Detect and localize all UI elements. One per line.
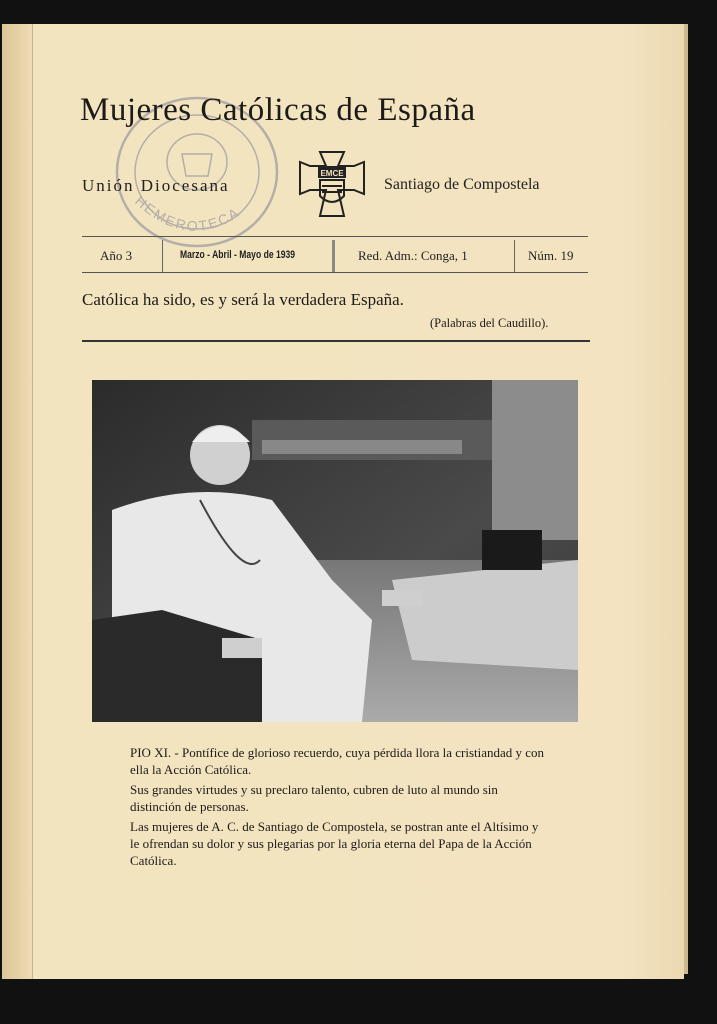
caption-paragraph-2: Sus grandes virtudes y su preclaro talento, cubren de luto al mundo sin distinción de personas. <box>130 782 498 814</box>
caption-paragraph-3: Las mujeres de A. C. de Santiago de Compostela, se postran ante el Altísimo y le ofrendan su dolor y sus plegarias por la gloria eterna del Papa de la Acción Católica. <box>130 819 539 868</box>
previous-page-edge <box>2 24 33 979</box>
motto-text: Católica ha sido, es y será la verdadera España. <box>82 290 404 309</box>
issue-info-row <box>82 240 588 272</box>
info-divider <box>332 240 335 272</box>
union-label: Unión Diocesana <box>82 176 230 195</box>
emblem-text: EMCE <box>320 169 344 178</box>
info-divider <box>514 240 515 272</box>
page-right-edge <box>684 24 688 974</box>
cross-emblem-icon <box>298 150 366 220</box>
city-label: Santiago de Compostela <box>384 176 540 193</box>
pope-photograph <box>92 380 578 722</box>
issue-dates: Marzo - Abril - Mayo de 1939 <box>180 249 296 261</box>
magazine-title: Mujeres Católicas de España <box>80 92 476 128</box>
issue-address: Red. Adm.: Conga, 1 <box>358 248 468 263</box>
issue-number: Núm. 19 <box>528 248 574 263</box>
motto-attribution: (Palabras del Caudillo). <box>430 316 549 330</box>
issue-year: Año 3 <box>100 248 133 263</box>
bottom-rule <box>82 272 588 273</box>
section-rule <box>82 340 590 342</box>
photo-caption <box>130 744 550 872</box>
info-divider <box>162 240 163 272</box>
svg-text:HEMEROTECA <box>132 193 243 234</box>
stamp-text: HEMEROTECA <box>132 192 243 234</box>
caption-paragraph-1: PIO XI. - Pontífice de glorioso recuerdo, cuya pérdida llora la cristiandad y con ella la Acción Católica. <box>130 745 545 777</box>
top-rule <box>82 236 588 237</box>
